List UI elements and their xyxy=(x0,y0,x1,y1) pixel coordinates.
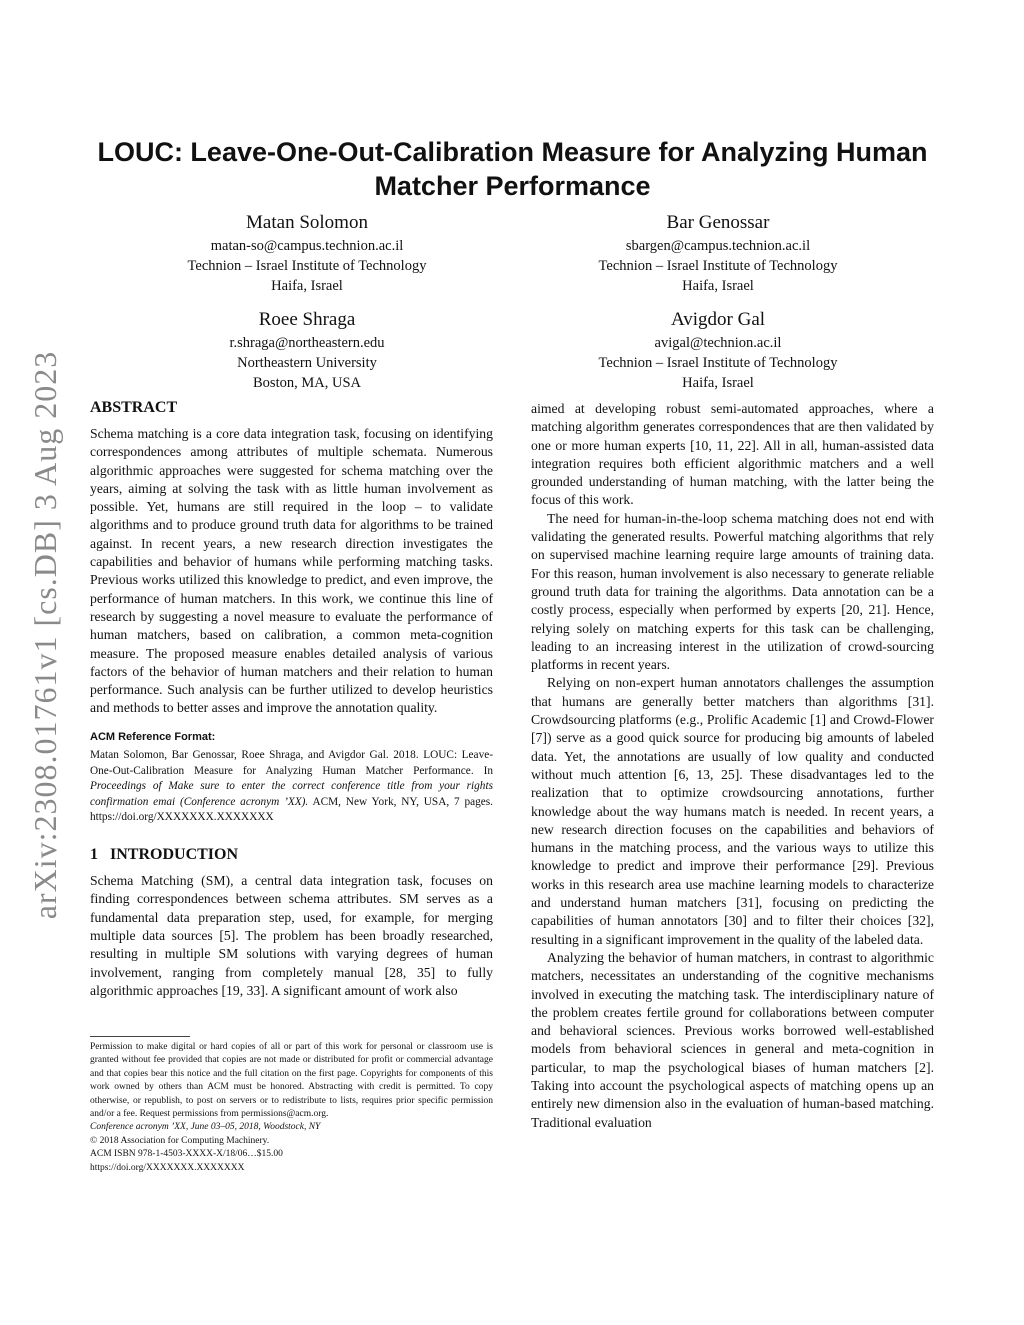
author-affiliation: Technion – Israel Institute of Technology xyxy=(598,258,838,274)
author-name: Roee Shraga xyxy=(258,309,356,330)
acm-reference-text xyxy=(90,748,493,826)
introduction-paragraph: aimed at developing robust semi-automated approaches, where a matching algorithm generates correspondences that are then validated by one or more human experts [10, 11, 22]. All in all, human-assisted data integration requires both efficient algorithmic matchers and a well grounded understanding of human matching, with the latter being the focus of this work. xyxy=(531,401,934,508)
author-location: Haifa, Israel xyxy=(271,278,343,294)
author-email[interactable]: sbargen@campus.technion.ac.il xyxy=(625,238,811,254)
abstract-text: Schema matching is a core data integration task, focusing on identifying correspondences among attributes of multiple schemata. Numerous algorithmic approaches were suggested for schema matching over the years, aiming at solving the task with as little human involvement as possible. Yet, humans are still required in the loop – to validate algorithms and to produce ground truth data for algorithms to be trained against. In recent years, a new research direction investigates the capabilities and behavior of humans while performing matching tasks. Previous works utilized this knowledge to predict, and even improve, the performance of human matchers. In this work, we continue this line of research by suggesting a novel measure to evaluate the performance of human matchers, based on calibration, a common meta-cognition measure. The proposed measure enables detailed analysis of various factors of the behavior of human matchers and their relation to human performance. Such analysis can be further utilized to develop heuristics and methods to better asses and improve the annotation quality. xyxy=(90,426,493,716)
author-location: Haifa, Israel xyxy=(682,375,754,391)
author-email[interactable]: matan-so@campus.technion.ac.il xyxy=(210,238,404,254)
author-affiliation: Technion – Israel Institute of Technology xyxy=(187,258,427,274)
author-name: Bar Genossar xyxy=(666,212,770,233)
author-location: Haifa, Israel xyxy=(682,278,754,294)
left-column xyxy=(90,397,493,1000)
author-block xyxy=(127,209,487,296)
acm-reference-venue: Proceedings of Make sure to enter the correct conference title from your rights confirmation emai (Conference acronym ’XX). xyxy=(90,780,493,808)
acm-reference-part: ACM, New York, NY, USA, 7 pages. https://doi.org/XXXXXXX.XXXXXXX xyxy=(90,795,493,824)
author-block xyxy=(538,306,898,393)
author-email[interactable]: avigal@technion.ac.il xyxy=(654,335,782,351)
abstract-heading: ABSTRACT xyxy=(90,399,178,416)
introduction-paragraph: The need for human-in-the-loop schema matching does not end with validating the generated results. Powerful matching algorithms that rely on supervised machine learning require large amounts of training data. For this reason, human involvement is also necessary to generate reliable ground truth data for training the algorithms. Data annotation can be a costly process, especially when performed by experts [20, 21]. Hence, relying solely on matching experts for this task can be challenging, leading to an increasing interest in the utilization of crowd-sourcing platforms in recent years. xyxy=(531,510,934,673)
copyright-line: © 2018 Association for Computing Machinery. xyxy=(90,1135,270,1146)
right-column xyxy=(531,400,934,1132)
doi-link[interactable]: https://doi.org/XXXXXXX.XXXXXXX xyxy=(90,1162,245,1173)
author-block xyxy=(538,209,898,296)
author-location: Boston, MA, USA xyxy=(253,375,361,391)
acm-reference-heading: ACM Reference Format: xyxy=(90,730,216,743)
introduction-heading: 1 INTRODUCTION xyxy=(90,846,239,864)
author-affiliation: Northeastern University xyxy=(237,355,377,371)
introduction-paragraph: Analyzing the behavior of human matchers, in contrast to algorithmic matchers, necessitates an understanding of the cognitive mechanisms involved in executing the matching task. The interdisciplinary nature of the problem creates fertile ground for collaborations between computer and behavioral sciences. Previous works borrowed well-established models from behavioral sciences in general and meta-cognition in particular, to map the psychological biases of human matchers [2]. Taking into account the psychological aspects of matching opens up an entirely new dimension also in the evaluation of human-based matching. Traditional evaluation xyxy=(531,949,934,1130)
introduction-paragraph: Relying on non-expert human annotators challenges the assumption that humans are generally better matchers than algorithms [31]. Crowdsourcing platforms (e.g., Prolific Academic [1] and Crowd-Flower [7]) serve as a good quick source for producing big amounts of labeled data. Yet, the annotations are usually of low quality and conducted without much attention [6, 13, 25]. These disadvantages led to the realization that to optimize crowdsourcing annotations, further knowledge about the way humans match is needed. In recent years, a new research direction focuses on the capabilities and behaviors of humans in the matching process, and the various ways to utilize this knowledge to predict and improve their performance [29]. Previous works in this research area use machine learning models to characterize and understand human matchers [31], focusing on predicting the capabilities of human annotators [30] and to filter their choices [32], resulting in a significant improvement in the quality of the labeled data. xyxy=(531,675,934,947)
arxiv-stamp: arXiv:2308.01761v1 [cs.DB] 3 Aug 2023 xyxy=(27,350,63,920)
acm-reference-part: Matan Solomon, Bar Genossar, Roee Shraga, and Avigdor Gal. 2018. LOUC: Leave-One-Out-Calibration Measure for Analyzing Human Matcher Performance. In xyxy=(90,749,493,777)
author-affiliation: Technion – Israel Institute of Technology xyxy=(598,355,838,371)
introduction-paragraph: Schema Matching (SM), a central data integration task, focuses on finding correspondences between schema attributes. SM serves as a fundamental data preparation step, used, for example, for merging multiple data sources [5]. The problem has been broadly researched, resulting in multiple SM solutions with varying degrees of human involvement, ranging from completely manual [28, 35] to fully algorithmic approaches [19, 33]. A significant amount of work also xyxy=(90,873,493,998)
footnote-rule xyxy=(90,1036,190,1037)
author-name: Avigdor Gal xyxy=(670,309,766,330)
author-email[interactable]: r.shraga@northeastern.edu xyxy=(229,335,385,351)
isbn-line: ACM ISBN 978-1-4503-XXXX-X/18/06…$15.00 xyxy=(90,1149,283,1160)
author-name: Matan Solomon xyxy=(246,212,368,233)
conference-info: Conference acronym ’XX, June 03–05, 2018, Woodstock, NY xyxy=(90,1122,321,1133)
permission-notice: Permission to make digital or hard copies of all or part of this work for personal or classroom use is granted without fee provided that copies are not made or distributed for profit or commercial advantage and that copies bear this notice and the full citation on the first page. Copyrights for components of this work owned by others than ACM must be honored. Abstracting with credit is permitted. To copy otherwise, or republish, to post on servers or to redistribute to lists, requires prior specific permission and/or a fee. Request permissions from permissions@acm.org. xyxy=(90,1042,493,1120)
footnote xyxy=(90,1036,493,1175)
paper-title: LOUC: Leave-One-Out-Calibration Measure for Analyzing Human Matcher Performance xyxy=(97,137,928,201)
author-block xyxy=(127,306,487,393)
